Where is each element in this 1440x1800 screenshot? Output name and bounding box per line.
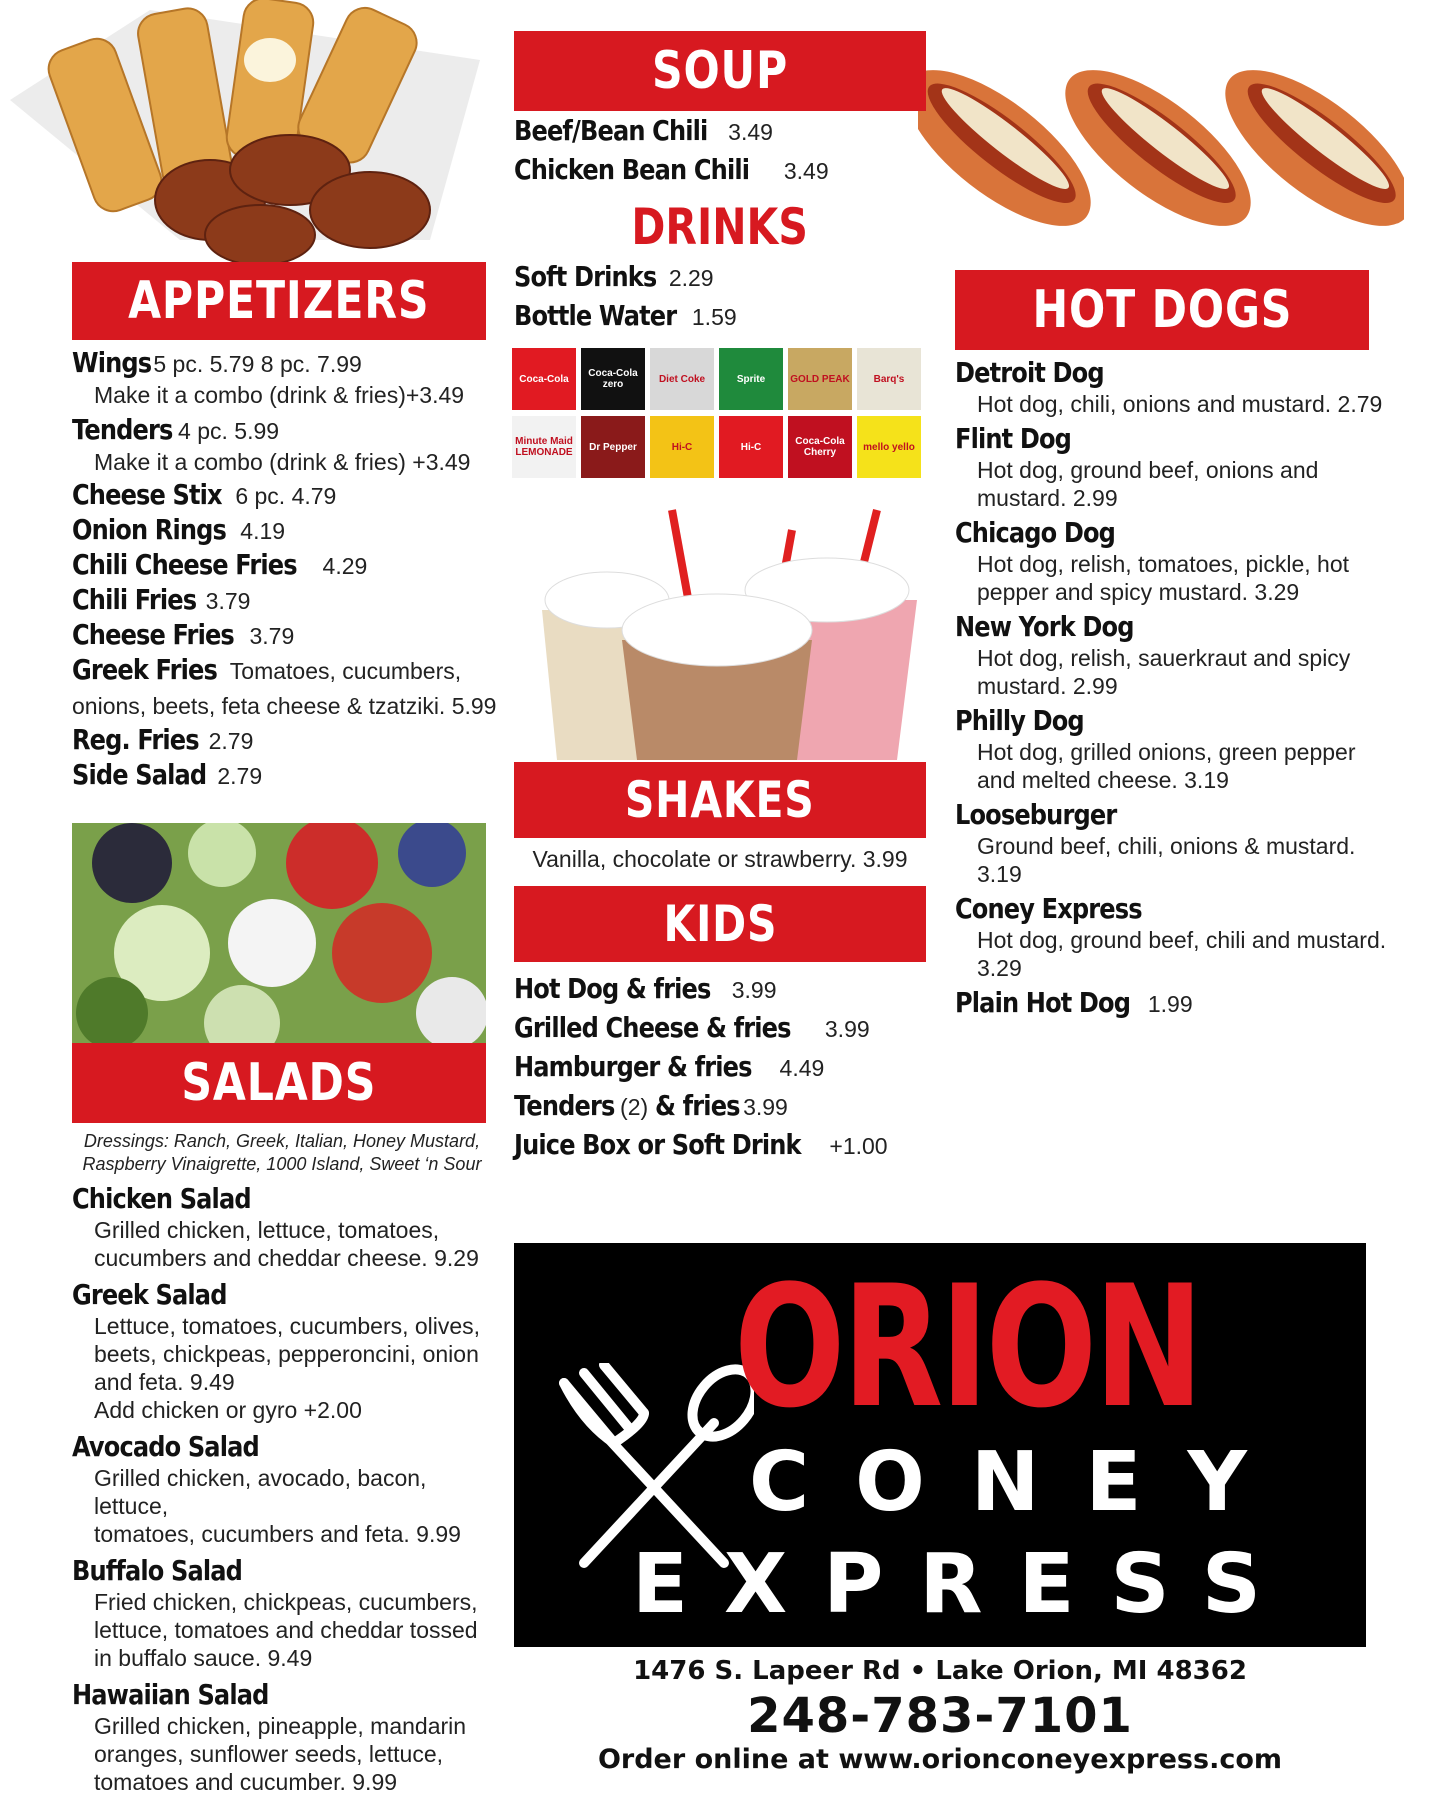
brand-express: EXPRESS — [632, 1537, 1297, 1632]
hotdog-item: Plain Hot Dog 1.99 — [955, 986, 1193, 1019]
salad-photo — [72, 823, 486, 1043]
appetizer-item: Wings 5 pc. 5.79 8 pc. 7.99 — [72, 346, 362, 379]
kids-item: Grilled Cheese & fries 3.99 — [514, 1011, 870, 1044]
drink-logo-tile: Hi-C — [650, 416, 714, 478]
hotdogs-photo — [918, 38, 1404, 260]
drink-logo-tile: Minute Maid LEMONADE — [512, 416, 576, 478]
drink-logo-tile: Sprite — [719, 348, 783, 410]
soup-item: Chicken Bean Chili 3.49 — [514, 153, 829, 186]
drink-logo-tile: Coca-Cola — [512, 348, 576, 410]
drink-logo-tile: Hi-C — [719, 416, 783, 478]
appetizers-list — [72, 346, 497, 793]
soup-header: SOUP — [514, 31, 926, 111]
hotdog-item: Philly Dog Hot dog, grilled onions, green pepper and melted cheese. 3.19 — [955, 704, 1356, 793]
brand-orion: ORION — [734, 1249, 1201, 1445]
drinks-list — [514, 260, 914, 334]
kids-item: Juice Box or Soft Drink +1.00 — [514, 1128, 888, 1161]
kids-item: Tenders (2) & fries 3.99 — [514, 1089, 788, 1122]
phone[interactable]: 248-783-7101 — [747, 1688, 1133, 1744]
appetizer-item: Cheese Stix 6 pc. 4.79 — [72, 478, 337, 511]
appetizer-item: Onion Rings 4.19 — [72, 513, 286, 546]
drink-item: Soft Drinks 2.29 — [514, 260, 714, 293]
drink-item: Bottle Water 1.59 — [514, 299, 737, 332]
salad-item: Greek Salad Lettuce, tomatoes, cucumbers, olives, beets, chickpeas, pepperoncini, onion and feta. 9.49 Add chicken or gyro +2.00 — [72, 1278, 481, 1423]
salad-item: Hawaiian Salad Grilled chicken, pineapple, mandarin oranges, sunflower seeds, lettuce, tomatoes and cucumber. 9.99 — [72, 1678, 467, 1795]
drink-logo-tile: Diet Coke — [650, 348, 714, 410]
salad-item: Avocado Salad Grilled chicken, avocado, bacon, lettuce, tomatoes, cucumbers and feta. 9.99 — [72, 1430, 461, 1547]
drink-logo-tile: Barq's — [857, 348, 921, 410]
appetizer-item-cont: onions, beets, feta cheese & tzatziki. 5.99 — [72, 693, 497, 719]
appetizer-item: Chili Fries 3.79 — [72, 583, 251, 616]
drink-logo-tile: Coca-Cola zero — [581, 348, 645, 410]
appetizer-item: Greek Fries Tomatoes, cucumbers, — [72, 653, 462, 686]
appetizer-note: Make it a combo (drink & fries) +3.49 — [94, 449, 471, 475]
shakes-header: SHAKES — [514, 762, 926, 838]
drinks-title: DRINKS — [631, 198, 809, 256]
salad-dressings: Dressings: Ranch, Greek, Italian, Honey Mustard, Raspberry Vinaigrette, 1000 Island, Sweet ‘n Sour — [82, 1131, 482, 1174]
appetizers-header: APPETIZERS — [72, 262, 486, 340]
salad-item: Buffalo Salad Fried chicken, chickpeas, cucumbers, lettuce, tomatoes and cheddar tossed in buffalo sauce. 9.49 — [72, 1554, 478, 1671]
soup-item: Beef/Bean Chili 3.49 — [514, 114, 773, 147]
order-online-link[interactable]: Order online at www.orionconeyexpress.com — [597, 1744, 1283, 1775]
kids-item: Hamburger & fries 4.49 — [514, 1050, 825, 1083]
hotdog-item: Flint Dog Hot dog, ground beef, onions and mustard. 2.99 — [955, 422, 1319, 511]
kids-header: KIDS — [514, 886, 926, 962]
drink-logo-tile: mello yello — [857, 416, 921, 478]
kids-item: Hot Dog & fries 3.99 — [514, 972, 777, 1005]
hotdogs-header: HOT DOGS — [955, 270, 1369, 350]
appetizer-item: Chili Cheese Fries 4.29 — [72, 548, 368, 581]
drink-logos — [512, 348, 927, 482]
brand-logo — [514, 1243, 1366, 1647]
shakes-desc: Vanilla, chocolate or strawberry. 3.99 — [532, 846, 908, 872]
hotdog-item: Coney Express Hot dog, ground beef, chili and mustard. 3.29 — [955, 892, 1387, 981]
hotdog-item: New York Dog Hot dog, relish, sauerkraut and spicy mustard. 2.99 — [955, 610, 1351, 699]
kids-list — [514, 970, 934, 1165]
appetizer-item: Cheese Fries 3.79 — [72, 618, 295, 651]
salads-list — [72, 1182, 497, 1796]
appetizer-item: Reg. Fries 2.79 — [72, 723, 254, 756]
hotdog-item: Looseburger Ground beef, chili, onions & mustard. 3.19 — [955, 798, 1356, 887]
salads-header: SALADS — [72, 1043, 486, 1123]
appetizers-photo — [0, 0, 490, 262]
hotdog-item: Chicago Dog Hot dog, relish, tomatoes, pickle, hot pepper and spicy mustard. 3.29 — [955, 516, 1350, 605]
salad-item: Chicken Salad Grilled chicken, lettuce, tomatoes, cucumbers and cheddar cheese. 9.29 — [72, 1182, 479, 1271]
drink-logo-tile: Coca-Cola Cherry — [788, 416, 852, 478]
shakes-photo — [532, 500, 922, 760]
appetizer-item: Side Salad 2.79 — [72, 758, 263, 791]
address: 1476 S. Lapeer Rd • Lake Orion, MI 48362 — [633, 1656, 1247, 1686]
drink-logo-tile: GOLD PEAK — [788, 348, 852, 410]
brand-coney: CONEY — [749, 1435, 1293, 1530]
appetizer-note: Make it a combo (drink & fries)+3.49 — [94, 382, 465, 408]
soup-list — [514, 114, 914, 188]
hotdog-item: Detroit Dog Hot dog, chili, onions and mustard. 2.79 — [955, 356, 1383, 417]
drink-logo-tile: Dr Pepper — [581, 416, 645, 478]
appetizer-item: Tenders 4 pc. 5.99 — [72, 413, 280, 446]
hotdogs-list — [955, 356, 1395, 1021]
